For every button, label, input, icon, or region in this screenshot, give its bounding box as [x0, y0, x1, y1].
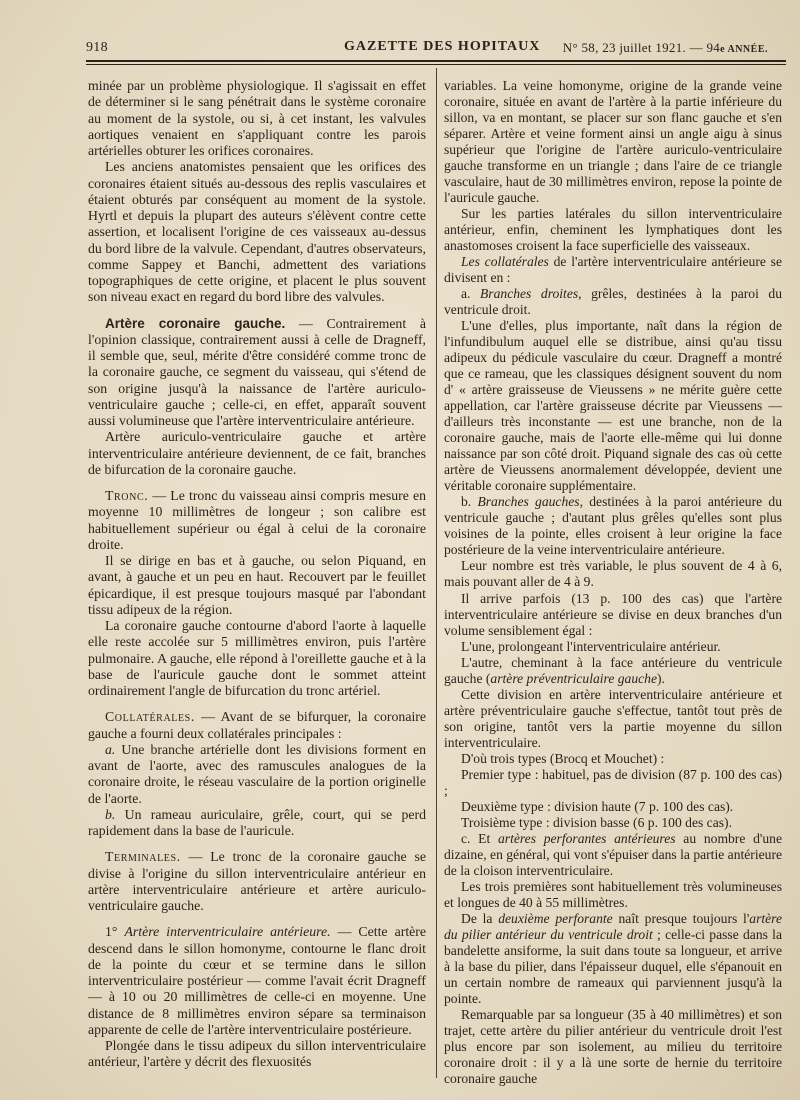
paragraph: Plongée dans le tissu adipeux du sillon interventriculaire antérieur, l'artère y décrit des flexuosités	[88, 1038, 426, 1070]
right-column	[444, 78, 782, 1087]
paragraph: Leur nombre est très variable, le plus souvent de 4 à 6, mais pouvant aller de 4 à 9.	[444, 558, 782, 590]
paragraph: minée par un problème physiologique. Il s'agissait en effet de déterminer si le sang pénétrait dans le système coronaire au moment de la systole, ou si, à cet instant, les valvules aortiques venaient en s'appliquant contre les parois artérielles obturer les orifices coronaires.	[88, 78, 426, 158]
subsection-heading: Collatérales.	[105, 709, 195, 725]
paragraph	[444, 831, 782, 879]
paragraph-text: De la	[461, 910, 499, 926]
paragraph	[88, 488, 426, 553]
paragraph: L'une, prolongeant l'interventriculaire antérieur.	[461, 638, 721, 654]
paragraph: Les anciens anatomistes pensaient que les orifices des coronaires étaient situés au-dessous des replis vasculaires et étaient obturés par conséquent au moment de la systole. Hyrtl et depuis la plupart des auteurs s'élèvent contre cette assertion, et localisent l'origine de ces vaisseaux au-dessus du bord libre de la valvule. Cependant, d'autres observateurs, comme Sappey et Banchi, admettent des variations topographiques de cette origine, et placent le plus souvent son niveau exact en regard du bord libre des valvules.	[88, 159, 426, 305]
journal-title: GAZETTE DES HOPITAUX	[344, 39, 541, 54]
paragraph: Troisième type : division basse (6 p. 100 des cas).	[461, 814, 732, 830]
paragraph-text: — Le tronc du vaisseau ainsi compris mesure en moyenne 10 millimètres de longeur ; son calibre est habituellement supérieur ou égal à celui de la coronaire droite.	[88, 488, 426, 552]
paragraph	[88, 849, 426, 914]
paragraph: Sur les parties latérales du sillon interventriculaire antérieur, enfin, cheminent les lymphatiques dont les anastomoses croisent la face superficielle des vaisseaux.	[444, 206, 782, 254]
paragraph: Il arrive parfois (13 p. 100 des cas) que l'artère interventriculaire antérieure se divise en deux branches d'un volume sensiblement égal :	[444, 590, 782, 638]
paragraph: L'une d'elles, plus importante, naît dans la région de l'infundibulum auquel elle se distribue, ainsi qu'au tissu adipeux du pédicule vasculaire du cœur. Dragneff a montré que ce rameau, que les classiques désignent souvent du nom d' « artère graisseuse de Vieussens » ne mérite guère cette appellation, car l'artère graisseuse décrite par Vieussens — d'ailleurs très inconstante — est une branche, non de la coronaire gauche, mais de l'aorte elle-même qui lui donne naissance par son côté droit. Piquand signale des cas où cette artère de Vieussens anormalement développée, devient une véritable coronaire supplémentaire.	[444, 318, 782, 494]
subsection-heading: Terminales.	[105, 849, 181, 865]
subsection-heading: Artère interventriculaire antérieure.	[124, 924, 331, 940]
paragraph: Artère auriculo-ventriculaire gauche et artère interventriculaire antérieure deviennent, de ce fait, branches de bifurcation de la coronaire gauche.	[88, 429, 426, 477]
paragraph-text: Une branche artérielle dont les divisions forment en avant de l'aorte, avec des ramuscules analogues de la coronaire droite, le réseau vasculaire de la portion originelle de l'aorte.	[88, 741, 426, 806]
paragraph: Deuxième type : division haute (7 p. 100 des cas).	[461, 798, 734, 814]
italic-term: artère du pilier antérieur du ventricule droit	[444, 910, 782, 942]
paragraph-text: L'autre, cheminant à la face antérieure du ventricule gauche (	[444, 654, 782, 686]
list-letter: b.	[461, 494, 478, 510]
list-letter: a.	[461, 286, 480, 302]
italic-term: artères perforantes antérieures	[497, 830, 676, 846]
header-rule-thin	[86, 64, 786, 65]
list-letter: a.	[105, 741, 116, 757]
paragraph	[88, 742, 426, 807]
left-column	[88, 78, 426, 1071]
list-letter: b.	[105, 806, 116, 822]
page-header	[86, 36, 786, 58]
paragraph: Les trois premières sont habituellement très volumineuses et longues de 40 à 55 millimètres.	[444, 878, 782, 910]
issue-date: N° 58, 23 juillet 1921. — 94	[562, 40, 721, 55]
list-number: 1°	[105, 924, 125, 940]
paragraph	[444, 494, 782, 558]
italic-term: Branches droites	[480, 286, 579, 302]
paragraph-text: Un rameau auriculaire, grêle, court, qui se perd rapidement dans la base de l'auricule.	[88, 806, 426, 838]
paragraph-text: — Avant de se bifurquer, la coronaire gauche a fourni deux collatérales principales :	[88, 709, 426, 741]
paragraph-text: ).	[657, 670, 665, 686]
page-number: 918	[86, 40, 108, 55]
paragraph	[444, 911, 782, 1007]
paragraph-text: naît presque toujours l'	[612, 910, 750, 926]
italic-term: artère préventriculaire gauche	[490, 670, 658, 686]
paragraph: variables. La veine homonyme, origine de la grande veine coronaire, située en avant de l'artère à la partie inférieure du sillon, va en montant, se placer sur son flanc gauche et s'en séparer. Artère et veine forment ainsi un angle aigu à sinus supérieur que l'origine de l'artère auriculo-ventriculaire gauche transforme en un triangle ; dans l'aire de ce triangle vasculaire, haut de 30 millimètres environ, repose la pointe de l'auricule gauche.	[444, 78, 782, 206]
paragraph: Premier type : habituel, pas de division (87 p. 100 des cas) ;	[444, 766, 782, 798]
paragraph	[444, 655, 782, 687]
paragraph-text: , grêles, destinées à la paroi du ventricule droit.	[444, 286, 782, 318]
italic-term: Branches gauches	[477, 494, 580, 510]
issue-year-label: e ANNÉE.	[720, 44, 768, 55]
column-divider	[436, 68, 437, 1078]
italic-term: Les collatérales	[461, 254, 549, 270]
paragraph: La coronaire gauche contourne d'abord l'aorte à laquelle elle reste accolée sur 5 millimètres environ, puis l'artère pulmonaire. A gauche, elle répond à l'oreillette gauche et à la base de l'auricule gauche dont le sommet atteint ordinairement l'angle de bifurcation du tronc artériel.	[88, 618, 426, 698]
paragraph	[444, 254, 782, 286]
paragraph-text: , destinées à la paroi antérieure du ventricule gauche ; d'autant plus grêles qu'elles sont plus voisines de la pointe, elles croisent à leur origine la face postérieure de la veine interventriculaire antérieure.	[444, 494, 783, 558]
paragraph-text: — Contrairement à l'opinion classique, contrairement aussi à celle de Dragneff, il semble que, seul, mérite d'être considéré comme tronc de la coronaire gauche, ce segment du vaisseau, qui s'étend de son origine jusqu'à la naissance de l'artère auriculo-ventriculaire gauche ; celle-ci, en effet, apparaît souvent aussi volumineuse que l'artère interventriculaire antérieure.	[88, 315, 426, 428]
paragraph-text: — Le tronc de la coronaire gauche se divise à l'origine du sillon interventriculaire antérieur en artère interventriculaire antérieure et artère auriculo-ventriculaire gauche.	[88, 849, 426, 913]
paragraph: Remarquable par sa longueur (35 à 40 millimètres) et son trajet, cette artère du pilier antérieur du ventricule droit l'est plus encore par son isolement, au milieu du territoire coronaire droit : il y a là une sorte de hernie du territoire coronaire gauche	[444, 1006, 782, 1086]
paragraph: Il se dirige en bas et à gauche, ou selon Piquand, en avant, à gauche et un peu en haut. Recouvert par le feuillet épicardique, il est presque toujours masqué par l'abondant tissu adipeux de la région.	[88, 553, 426, 617]
italic-term: deuxième perforante	[498, 910, 613, 926]
paragraph: Cette division en artère interventriculaire antérieure et artère préventriculaire gauche s'effectue, tantôt tout près de son origine, tantôt vers la partie moyenne du sillon interventriculaire.	[444, 686, 782, 750]
paragraph-text: — Cette artère descend dans le sillon homonyme, contourne le flanc droit de la pointe du cœur et se termine dans le sillon interventriculaire postérieur — comme l'avait écrit Dragneff — à 10 ou 20 millimètres de celle-ci en moyenne. Une distance de 8 millimètres environ sépare sa terminaison apparente de celle de l'artère interventriculaire postérieure.	[88, 924, 426, 1037]
paragraph-text: ; celle-ci passe dans la bandelette ansiforme, la suit dans toute sa longueur, et arrive à la base du pilier, dans l'épaisseur duquel, elle s'épanouit en un certain nombre de rameaux qui parviennent jusqu'à la pointe.	[444, 926, 782, 1006]
issue-info	[563, 40, 768, 56]
paragraph: D'où trois types (Brocq et Mouchet) :	[461, 750, 665, 766]
header-rule-thick	[86, 60, 786, 62]
paragraph	[88, 709, 426, 742]
paragraph	[88, 316, 426, 430]
paragraph-text: au nombre d'une dizaine, en général, qui vont s'épuiser dans la partie antérieure de la cloison interventriculaire.	[444, 830, 782, 878]
paragraph-text: de l'artère interventriculaire antérieure se divisent en :	[444, 254, 782, 286]
paragraph	[88, 807, 426, 840]
section-heading: Artère coronaire gauche.	[105, 315, 286, 331]
paragraph	[88, 924, 426, 1038]
list-letter: c. Et	[461, 830, 498, 846]
paragraph	[444, 286, 782, 318]
subsection-heading: Tronc.	[105, 488, 149, 503]
